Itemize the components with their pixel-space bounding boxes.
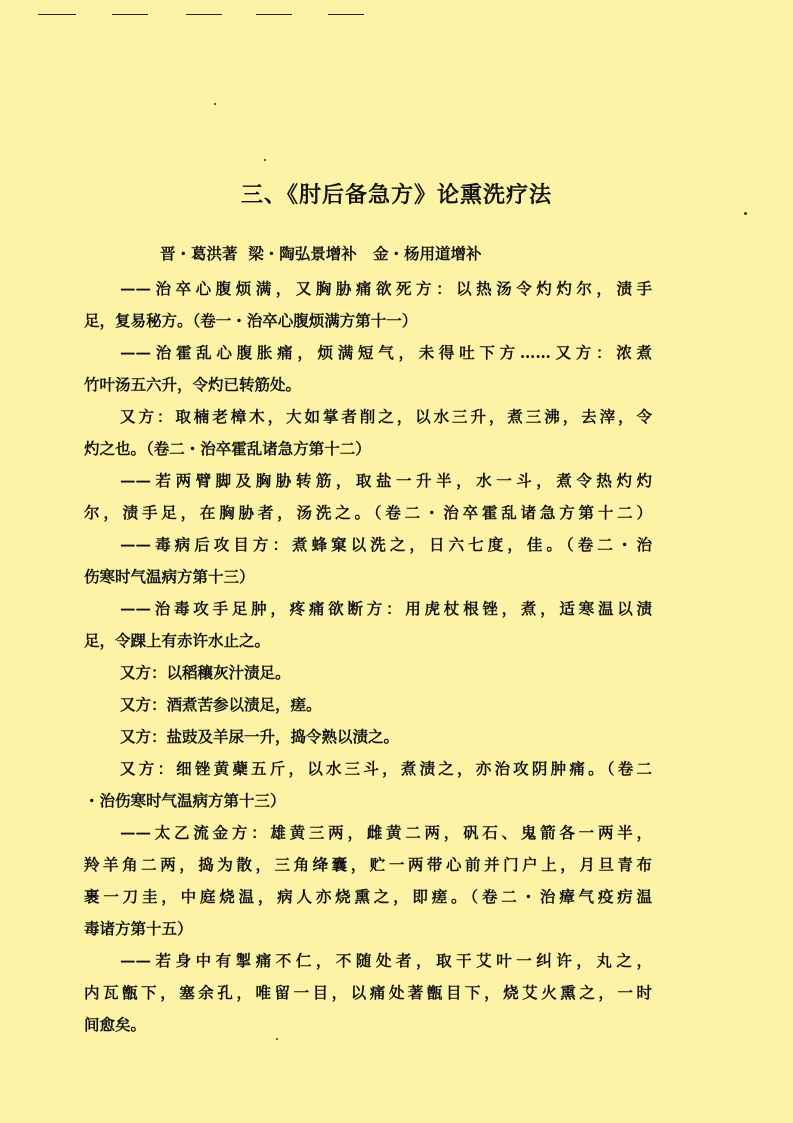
- text-line: ——若身中有掣痛不仁，不随处者，取干艾叶一纠许，丸之，: [120, 951, 652, 970]
- text-line: 毒诸方第十五）: [84, 919, 193, 938]
- text-line: 又方：细锉黄蘗五斤，以水三斗，煮渍之，亦治攻阴肿痛。（卷二: [120, 759, 652, 778]
- speck: [744, 212, 747, 215]
- body-text: [84, 273, 652, 1041]
- text-line: 内瓦甑下，塞余孔，唯留一目，以痛处著甑目下，烧艾火熏之，一时: [84, 983, 652, 1002]
- text-line: 伤寒时气温病方第十三）: [84, 567, 255, 586]
- text-line: 又方：酒煮苦参以渍足，瘥。: [120, 695, 322, 714]
- header-rule: [256, 14, 292, 15]
- text-line: 羚羊角二两，捣为散，三角绛囊，贮一两带心前并门户上，月旦青布: [84, 855, 652, 874]
- text-line: 足，复易秘方。（卷一・治卒心腹烦满方第十一）: [84, 311, 418, 330]
- text-line: ——治毒攻手足肿，疼痛欲断方：用虎杖根锉，煮，适寒温以渍: [120, 599, 652, 618]
- header-rule: [328, 14, 364, 15]
- header-rule: [112, 14, 148, 15]
- text-line: ——治卒心腹烦满，又胸胁痛欲死方：以热汤令灼灼尔，渍手: [120, 279, 652, 298]
- text-line: 间愈矣。: [84, 1015, 147, 1034]
- text-line: ——治霍乱心腹胀痛，烦满短气，未得吐下方……又方：浓煮: [120, 343, 652, 362]
- speck: [214, 103, 216, 105]
- header-rule: [186, 14, 222, 15]
- author-byline: 晋・葛洪著 梁・陶弘景增补 金・杨用道增补: [160, 244, 482, 263]
- text-line: 竹叶汤五六升，令灼已转筋处。: [84, 375, 302, 394]
- speck: [264, 159, 266, 161]
- text-line: 又方：盐豉及羊尿一升，捣令熟以渍之。: [120, 727, 400, 746]
- text-line: ——若两臂脚及胸胁转筋，取盐一升半，水一斗，煮令热灼灼: [120, 471, 652, 490]
- text-line: ——毒病后攻目方：煮蜂窠以洗之，日六七度，佳。（卷二・治: [120, 535, 652, 554]
- header-rule: [38, 14, 76, 15]
- text-line: 又方：以稻穰灰汁渍足。: [120, 663, 291, 682]
- text-line: 足，令踝上有赤许水止之。: [84, 631, 271, 650]
- text-line: 裹一刀圭，中庭烧温，病人亦烧熏之，即瘥。（卷二・治瘴气疫疠温: [84, 887, 652, 906]
- text-line: 又方：取楠老樟木，大如掌者削之，以水三升，煮三沸，去滓，令: [120, 407, 652, 426]
- section-title: [0, 178, 793, 209]
- text-line: ・治伤寒时气温病方第十三）: [84, 791, 286, 810]
- section-title-text: 三、《肘后备急方》论熏洗疗法: [240, 182, 552, 208]
- text-line: 灼之也。（卷二・治卒霍乱诸急方第十二）: [84, 439, 371, 458]
- text-line: 尔，渍手足，在胸胁者，汤洗之。（卷二・治卒霍乱诸急方第十二）: [84, 503, 652, 522]
- text-line: ——太乙流金方：雄黄三两，雌黄二两，矾石、鬼箭各一两半，: [120, 823, 652, 842]
